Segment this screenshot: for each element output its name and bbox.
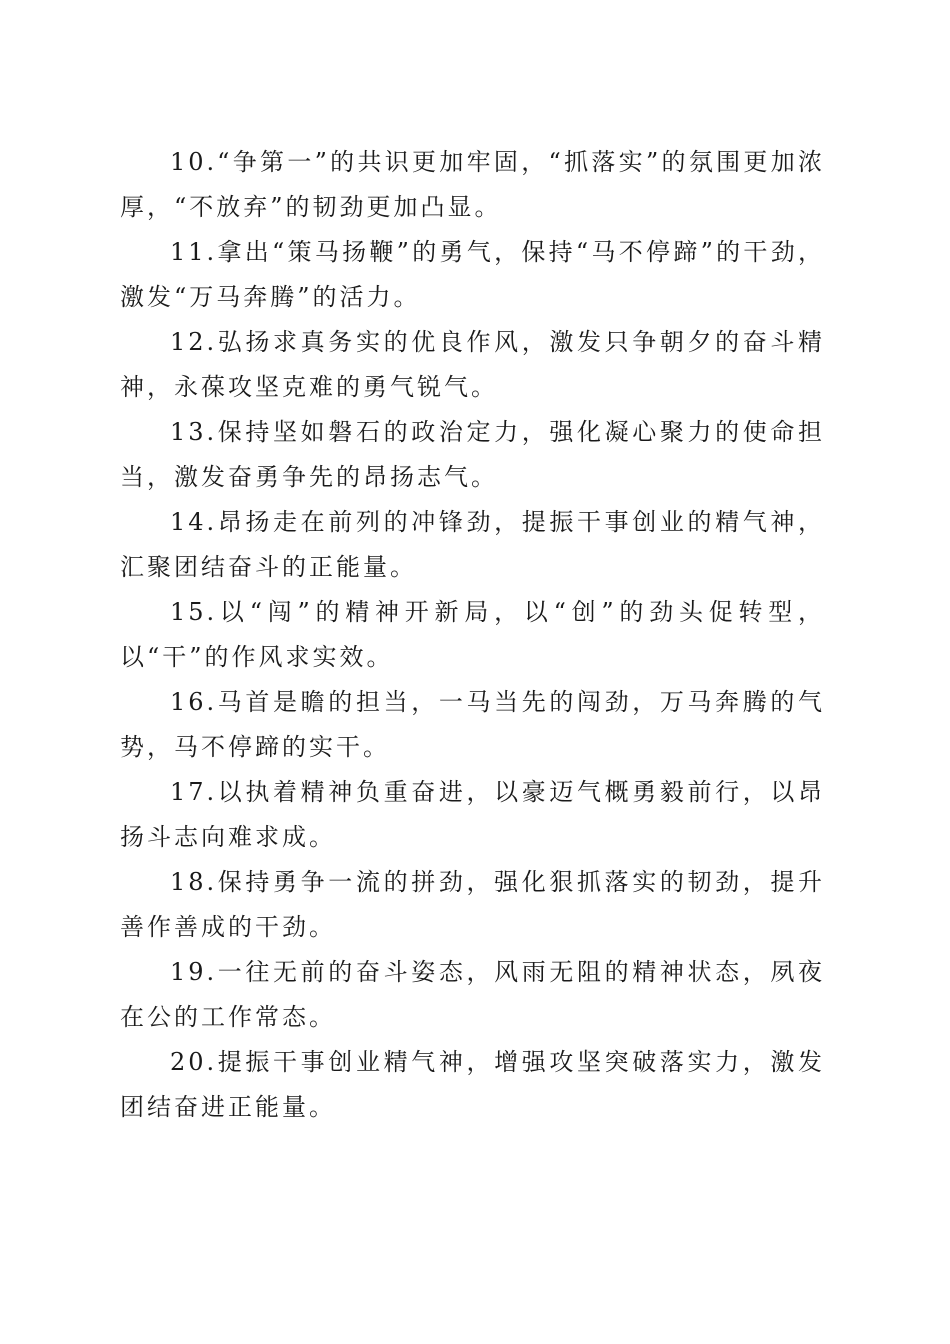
list-item: 10.“争第一”的共识更加牢固，“抓落实”的氛围更加浓厚，“不放弃”的韧劲更加凸显。 — [120, 148, 825, 221]
list-item: 13.保持坚如磐石的政治定力，强化凝心聚力的使命担当，激发奋勇争先的昂扬志气。 — [120, 418, 825, 491]
list-item: 16.马首是瞻的担当，一马当先的闯劲，万马奔腾的气势，马不停蹄的实干。 — [120, 688, 825, 761]
list-item: 19.一往无前的奋斗姿态，风雨无阻的精神状态，夙夜在公的工作常态。 — [120, 958, 825, 1031]
list-item: 18.保持勇争一流的拼劲，强化狠抓落实的韧劲，提升善作善成的干劲。 — [120, 868, 825, 941]
list-item: 17.以执着精神负重奋进，以豪迈气概勇毅前行，以昂扬斗志向难求成。 — [120, 778, 825, 851]
list-item: 20.提振干事创业精气神，增强攻坚突破落实力，激发团结奋进正能量。 — [120, 1048, 825, 1121]
document-body — [120, 140, 825, 1130]
list-item: 12.弘扬求真务实的优良作风，激发只争朝夕的奋斗精神，永葆攻坚克难的勇气锐气。 — [120, 328, 825, 401]
list-item: 15.以“闯”的精神开新局，以“创”的劲头促转型，以“干”的作风求实效。 — [120, 598, 825, 671]
list-item: 14.昂扬走在前列的冲锋劲，提振干事创业的精气神，汇聚团结奋斗的正能量。 — [120, 508, 825, 581]
list-item: 11.拿出“策马扬鞭”的勇气，保持“马不停蹄”的干劲，激发“万马奔腾”的活力。 — [120, 238, 825, 311]
